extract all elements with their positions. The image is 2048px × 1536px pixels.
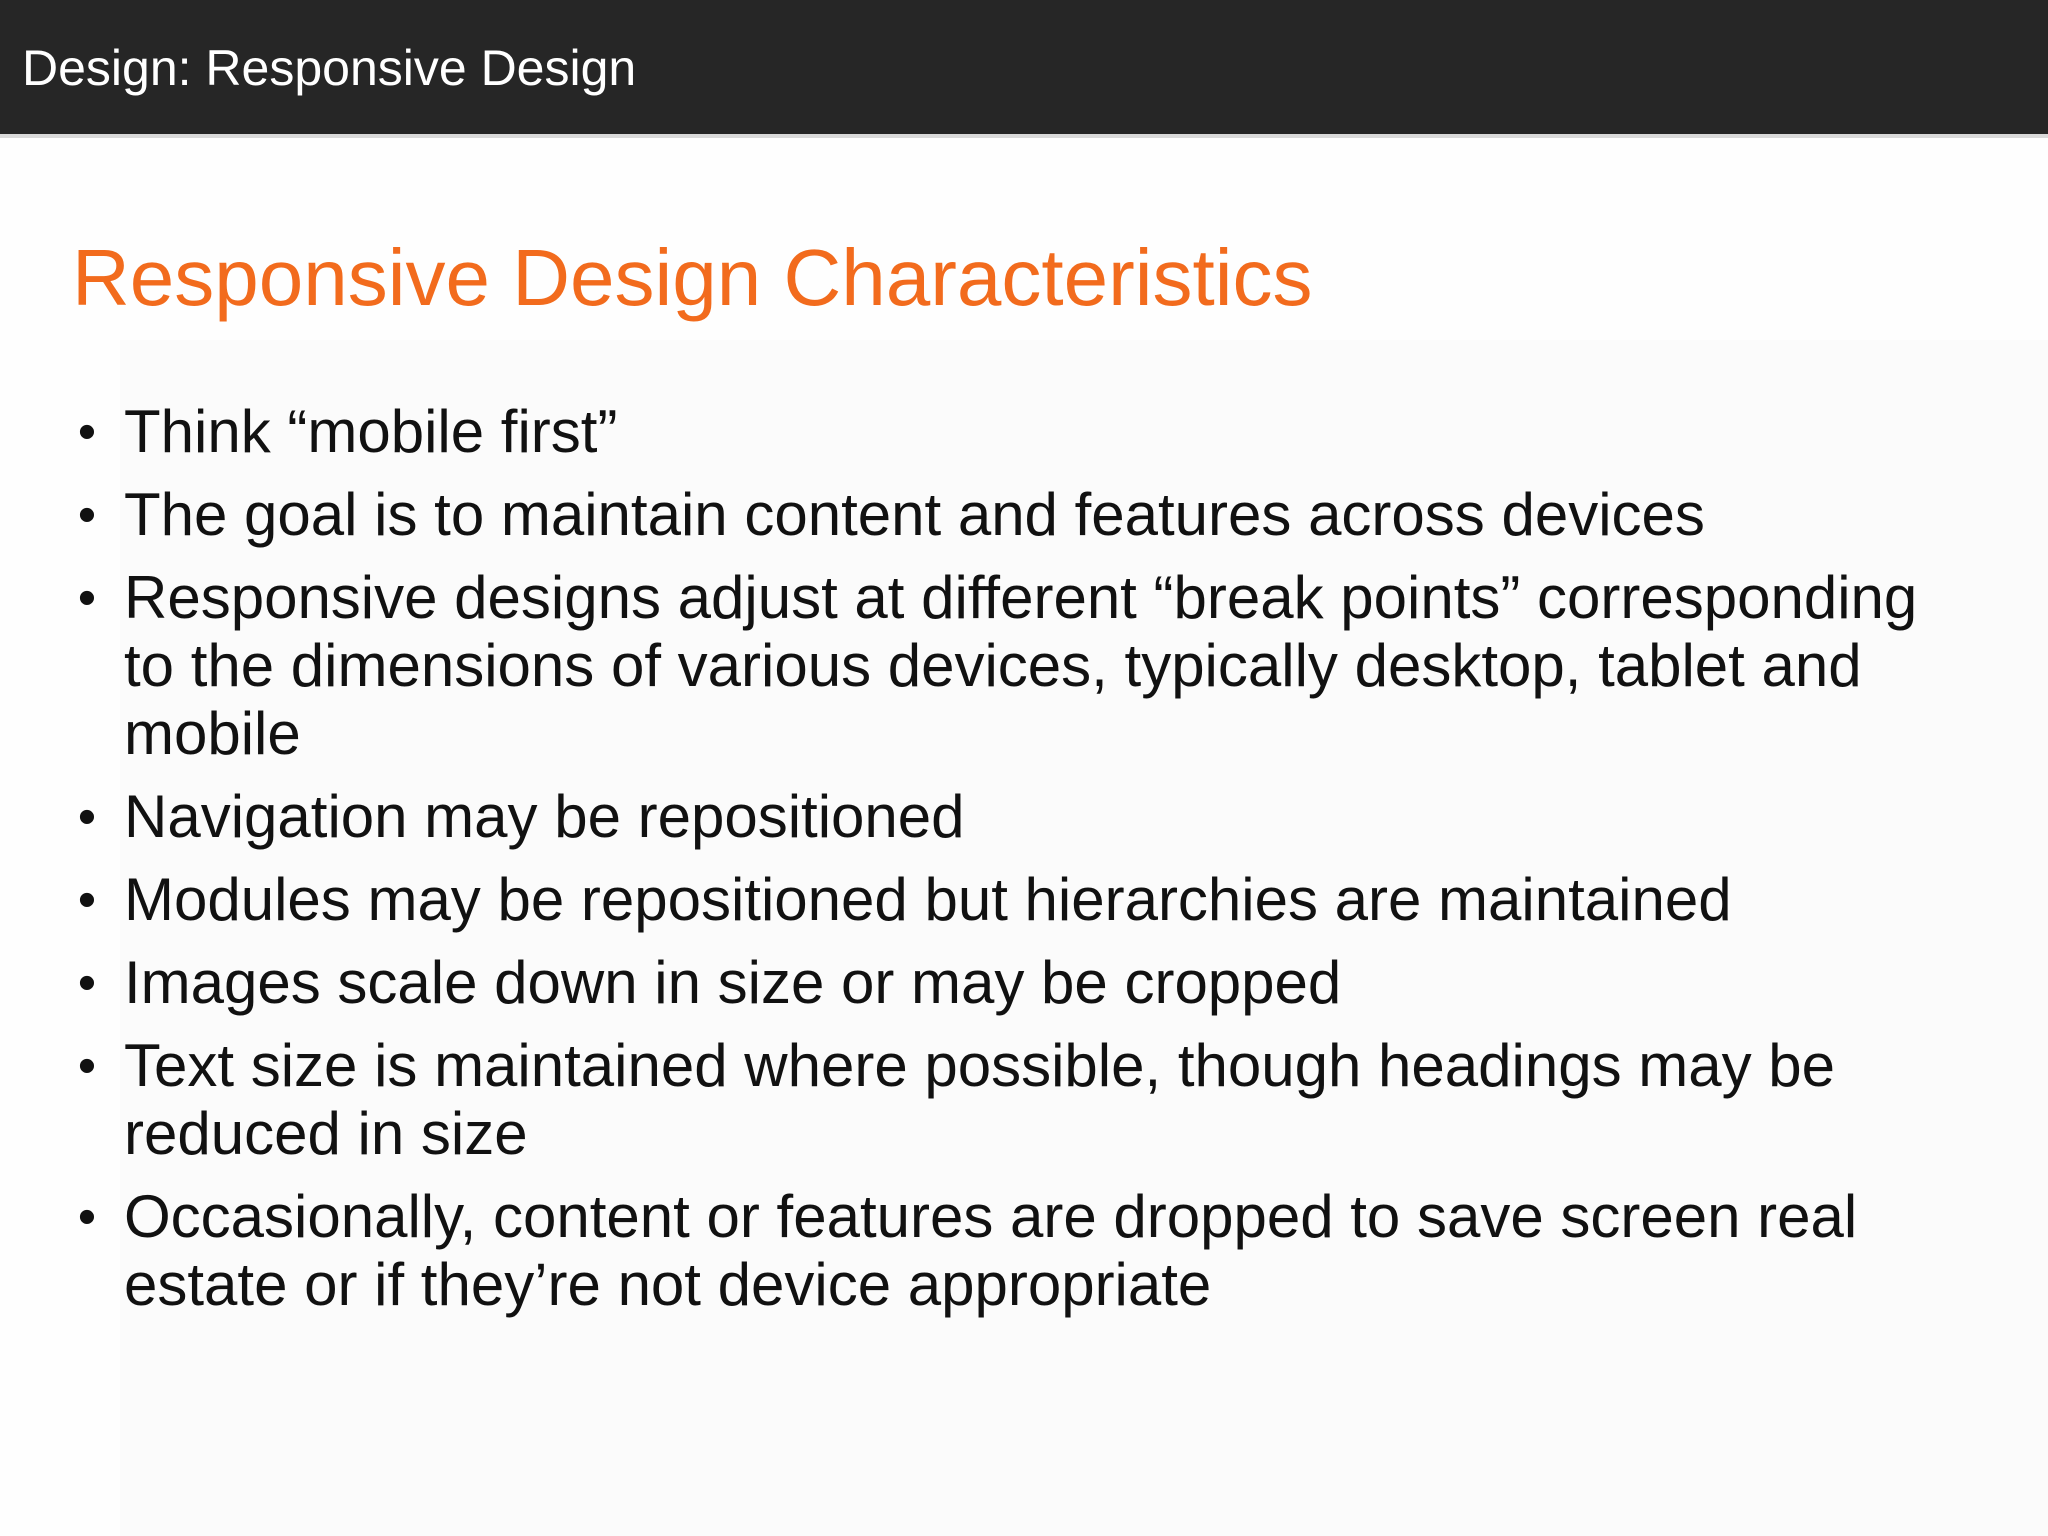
bullet-item <box>72 949 1972 1017</box>
bullet-icon: • <box>77 1188 97 1246</box>
bullet-text: Modules may be repositioned but hierarchies are maintained <box>124 866 1732 933</box>
bullet-item <box>72 1183 1972 1319</box>
bullet-item <box>72 564 1972 768</box>
bullet-icon: • <box>77 954 97 1012</box>
bullet-text: Navigation may be repositioned <box>124 783 965 850</box>
bullet-text: Occasionally, content or features are dropped to save screen real estate or if they’re not device appropriate <box>124 1183 1858 1318</box>
header-title: Design: Responsive Design <box>22 40 637 96</box>
bullet-icon: • <box>77 1037 97 1095</box>
bullet-item <box>72 481 1972 549</box>
bullet-text: The goal is to maintain content and features across devices <box>124 481 1705 548</box>
header-bar <box>0 0 2048 138</box>
bullet-text: Images scale down in size or may be cropped <box>124 949 1342 1016</box>
bullet-item <box>72 1032 1972 1168</box>
bullet-icon: • <box>77 403 97 461</box>
bullet-item <box>72 398 1972 466</box>
bullet-text: Text size is maintained where possible, though headings may be reduced in size <box>124 1032 1835 1167</box>
bullet-icon: • <box>77 569 97 627</box>
slide-title: Responsive Design Characteristics <box>72 233 1313 322</box>
bullet-icon: • <box>77 486 97 544</box>
bullet-list <box>72 398 1972 1334</box>
bullet-text: Responsive designs adjust at different “break points” corresponding to the dimensions of various devices, typically desktop, tablet and mobile <box>124 564 1918 767</box>
bullet-item <box>72 866 1972 934</box>
bullet-text: Think “mobile first” <box>124 398 618 465</box>
bullet-icon: • <box>77 871 97 929</box>
bullet-item <box>72 783 1972 851</box>
bullet-icon: • <box>77 788 97 846</box>
